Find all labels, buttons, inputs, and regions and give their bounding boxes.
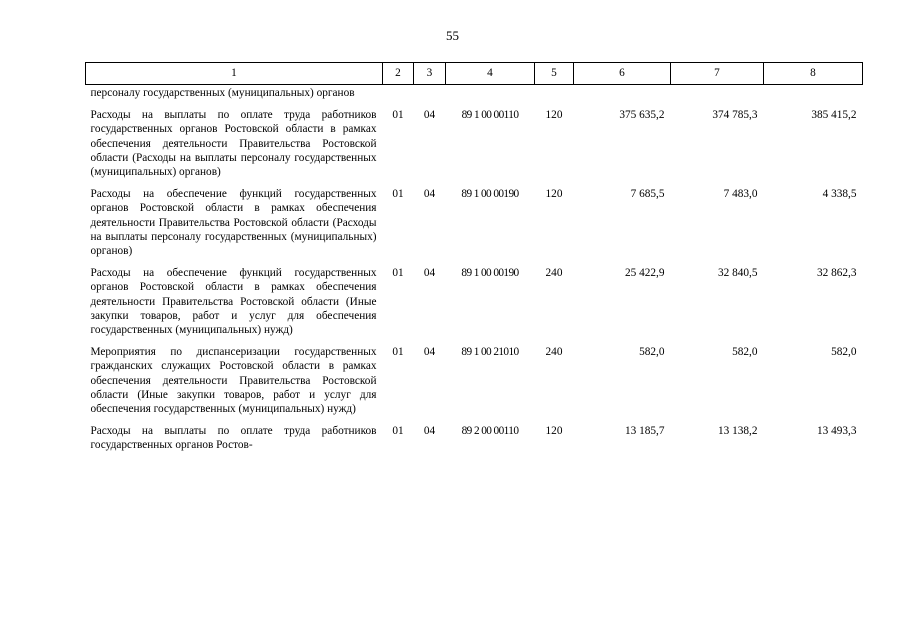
row-amount-1: 25 422,9 <box>624 267 665 280</box>
row-section: 01 <box>392 188 404 201</box>
header-col-4: 4 <box>446 63 535 85</box>
row-description: Расходы на выплаты по оплате труда работников государственных органов Ростовской области в рамках обеспечения деятельности Правительства Ростовской области (Расходы на выплаты персоналу государственных (муниципальных) органов) <box>90 109 377 179</box>
row-subsection: 04 <box>423 267 436 280</box>
row-amount-1: 13 185,7 <box>624 425 665 438</box>
row-amount-2: 582,0 <box>732 346 758 359</box>
row-expense-type: 120 <box>545 425 563 438</box>
row-expense-type: 120 <box>545 109 563 122</box>
row-subsection: 04 <box>423 109 436 122</box>
row-expense-type: 120 <box>545 188 563 201</box>
table-row <box>86 345 863 424</box>
header-col-3: 3 <box>414 63 446 85</box>
row-amount-3: 32 862,3 <box>816 267 857 280</box>
row-subsection <box>414 85 446 109</box>
row-expense-type: 240 <box>545 346 563 359</box>
row-amount-2 <box>671 85 764 109</box>
budget-table <box>85 62 863 461</box>
row-subsection: 04 <box>423 188 436 201</box>
row-expense-type <box>535 85 574 109</box>
row-description: Расходы на обеспечение функций государственных органов Ростовской области в рамках обеспечения деятельности Правительства Ростовской области (Иные закупки товаров, работ и услуг для обеспечения государственных (муниципальных) нужд) <box>90 267 377 337</box>
table-row <box>86 266 863 345</box>
row-amount-1 <box>574 85 671 109</box>
header-col-7: 7 <box>671 63 764 85</box>
row-amount-3 <box>764 85 863 109</box>
row-description: Мероприятия по диспансеризации государственных гражданских служащих Ростовской области в рамках обеспечения деятельности Правительства Ростовской области (Иные закупки товаров, работ и услуг для обеспечения государственных (муниципальных) нужд) <box>90 346 377 416</box>
row-section: 01 <box>392 346 404 359</box>
table-row <box>86 85 863 109</box>
header-col-6: 6 <box>574 63 671 85</box>
row-target-code: 89 1 00 21010 <box>461 346 519 359</box>
row-subsection: 04 <box>423 346 436 359</box>
table-row <box>86 424 863 460</box>
row-amount-3: 13 493,3 <box>816 425 857 438</box>
header-row <box>86 63 863 85</box>
row-section <box>383 85 414 109</box>
row-section: 01 <box>392 109 404 122</box>
row-section: 01 <box>392 267 404 280</box>
row-target-code: 89 2 00 00110 <box>461 425 519 438</box>
row-target-code: 89 1 00 00190 <box>461 267 519 280</box>
row-amount-1: 582,0 <box>639 346 665 359</box>
row-description: Расходы на обеспечение функций государственных органов Ростовской области в рамках обеспечения деятельности Правительства Ростовской области (Расходы на выплаты персоналу государственных (муниципальных) органов) <box>90 188 377 258</box>
row-target-code: 89 1 00 00110 <box>461 109 519 122</box>
row-description: персоналу государственных (муниципальных) органов <box>90 87 355 99</box>
row-amount-2: 32 840,5 <box>717 267 758 280</box>
row-amount-3: 4 338,5 <box>822 188 857 201</box>
row-amount-2: 13 138,2 <box>717 425 758 438</box>
page-number: 55 <box>446 28 459 43</box>
row-subsection: 04 <box>423 425 436 438</box>
header-col-8: 8 <box>764 63 863 85</box>
row-expense-type: 240 <box>545 267 563 280</box>
row-description: Расходы на выплаты по оплате труда работников государственных органов Ростов- <box>90 425 377 452</box>
row-target-code <box>446 85 535 109</box>
row-target-code: 89 1 00 00190 <box>461 188 519 201</box>
row-amount-1: 7 685,5 <box>630 188 665 201</box>
row-amount-2: 374 785,3 <box>712 109 758 122</box>
header-col-2: 2 <box>383 63 414 85</box>
row-amount-2: 7 483,0 <box>723 188 758 201</box>
header-col-5: 5 <box>535 63 574 85</box>
table-row <box>86 187 863 266</box>
row-section: 01 <box>392 425 404 438</box>
header-col-1: 1 <box>86 63 383 85</box>
row-amount-3: 582,0 <box>831 346 857 359</box>
row-amount-3: 385 415,2 <box>811 109 857 122</box>
row-amount-1: 375 635,2 <box>619 109 665 122</box>
table-row <box>86 108 863 187</box>
